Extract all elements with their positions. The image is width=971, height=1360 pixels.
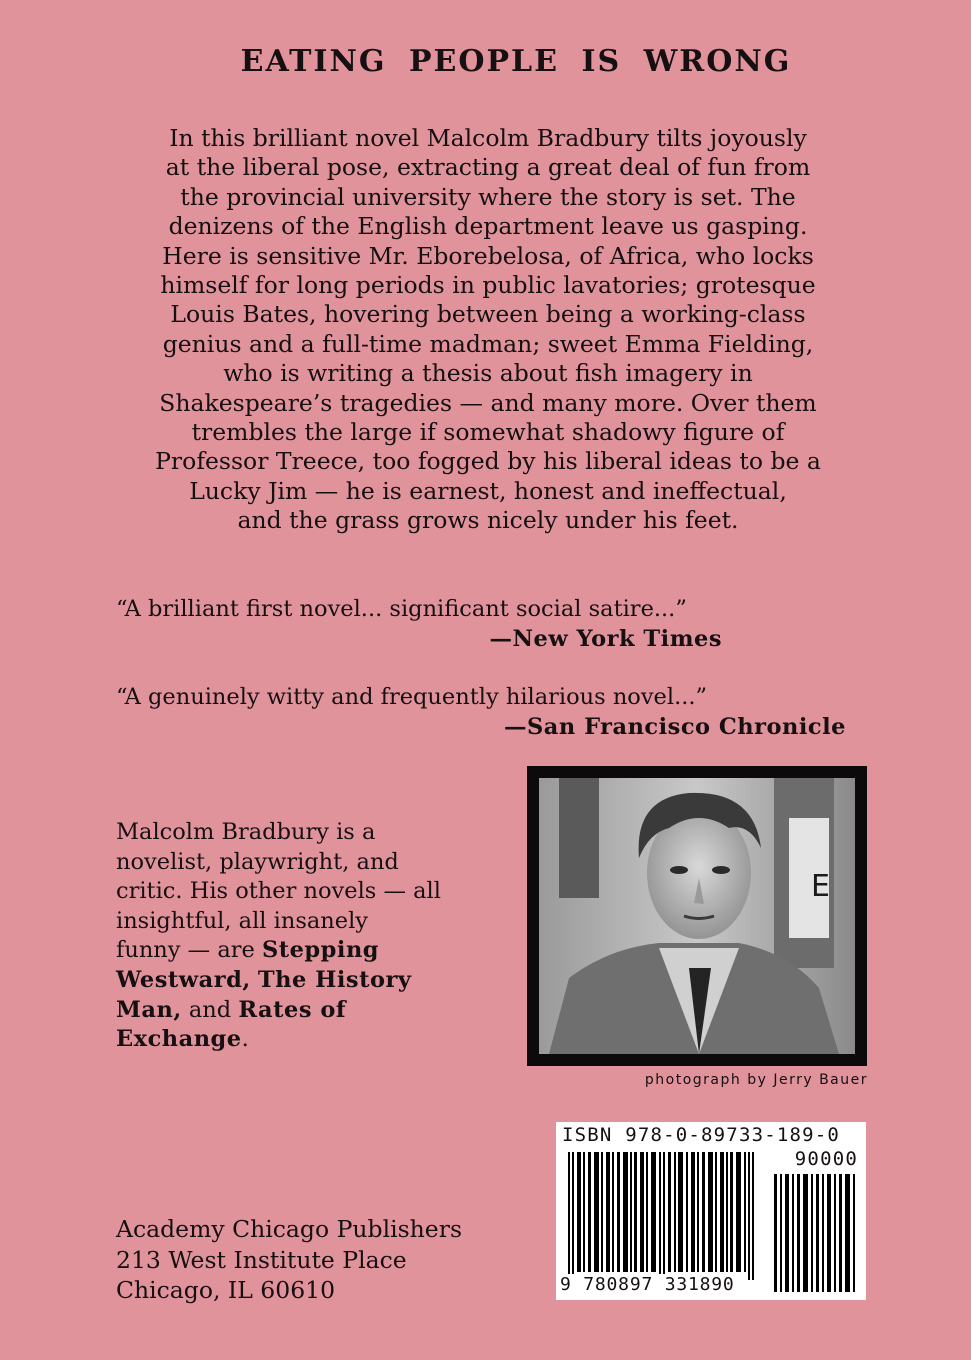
blurb-line: Here is sensitive Mr. Eborebelosa, of Africa, who locks	[162, 241, 814, 270]
book-title-stepping: Westward,	[116, 966, 251, 993]
book-title-history-man: The History	[257, 966, 412, 993]
ean-digits: 9 780897 331890	[560, 1274, 735, 1295]
book-title-stepping: Stepping	[261, 937, 380, 964]
bio-text: and	[181, 996, 239, 1023]
barcode-bars	[568, 1152, 768, 1280]
book-title-rates: Exchange	[116, 1026, 242, 1053]
blurb-line: Shakespeare’s tragedies — and many more. Over them	[159, 388, 817, 417]
price-barcode-bars	[774, 1174, 858, 1292]
blurb-line: the provincial university where the story is set. The	[180, 182, 796, 211]
blurb-line: trembles the large if somewhat shadowy figure of	[191, 418, 785, 447]
photo-credit: photograph by Jerry Bauer	[644, 1072, 868, 1088]
quote-source: —New York Times	[489, 626, 722, 652]
blurb-line: at the liberal pose, extracting a great deal of fun from	[165, 153, 811, 182]
publisher-address	[116, 1214, 462, 1306]
isbn-label: ISBN 978-0-89733-189-0	[562, 1124, 841, 1146]
isbn-barcode	[556, 1122, 866, 1300]
blurb-line: In this brilliant novel Malcolm Bradbury tilts joyously	[169, 124, 807, 152]
author-photo-frame	[527, 766, 867, 1066]
blurb-line: genius and a full-time madman; sweet Emma Fielding,	[162, 329, 814, 358]
bio-line	[116, 996, 486, 1026]
bio-line: Malcolm Bradbury is a	[116, 819, 376, 845]
blurb-paragraph	[108, 124, 868, 536]
bio-line: novelist, playwright, and	[116, 848, 399, 875]
price-code: 90000	[794, 1148, 858, 1170]
review-quote-nyt	[116, 594, 856, 654]
quote-text: “A genuinely witty and frequently hilarious novel...”	[116, 684, 708, 710]
svg-text:E: E	[811, 869, 830, 904]
review-quote-sfc	[116, 682, 856, 742]
author-photo	[539, 778, 855, 1054]
bio-line	[116, 1025, 486, 1055]
bio-line: insightful, all insanely	[116, 907, 369, 934]
bio-line: critic. His other novels — all	[116, 878, 441, 905]
publisher-name: Academy Chicago Publishers	[116, 1215, 463, 1243]
book-title: EATING PEOPLE IS WRONG	[240, 44, 792, 79]
publisher-city: Chicago, IL 60610	[116, 1276, 336, 1304]
blurb-line: denizens of the English department leave us gasping.	[168, 212, 808, 241]
publisher-street: 213 West Institute Place	[116, 1245, 407, 1274]
blurb-line: who is writing a thesis about fish imagery in	[223, 359, 753, 388]
blurb-line: Louis Bates, hovering between being a working-class	[170, 300, 806, 329]
blurb-line: Professor Treece, too fogged by his liberal ideas to be a	[155, 447, 821, 476]
blurb-line: and the grass grows nicely under his feet.	[237, 506, 739, 535]
bio-line	[116, 936, 486, 966]
bio-text: .	[241, 1026, 249, 1053]
book-title-history-man: Man,	[116, 996, 182, 1023]
blurb-line: himself for long periods in public lavatories; grotesque	[160, 271, 816, 300]
blurb-line: Lucky Jim — he is earnest, honest and ineffectual,	[189, 476, 787, 505]
author-bio	[116, 818, 486, 1055]
bio-line	[116, 966, 486, 996]
bio-text: funny — are	[116, 937, 262, 964]
quote-source: —San Francisco Chronicle	[504, 714, 846, 740]
book-title-rates: Rates of	[238, 996, 347, 1023]
quote-text: “A brilliant first novel... significant social satire...”	[116, 596, 687, 622]
